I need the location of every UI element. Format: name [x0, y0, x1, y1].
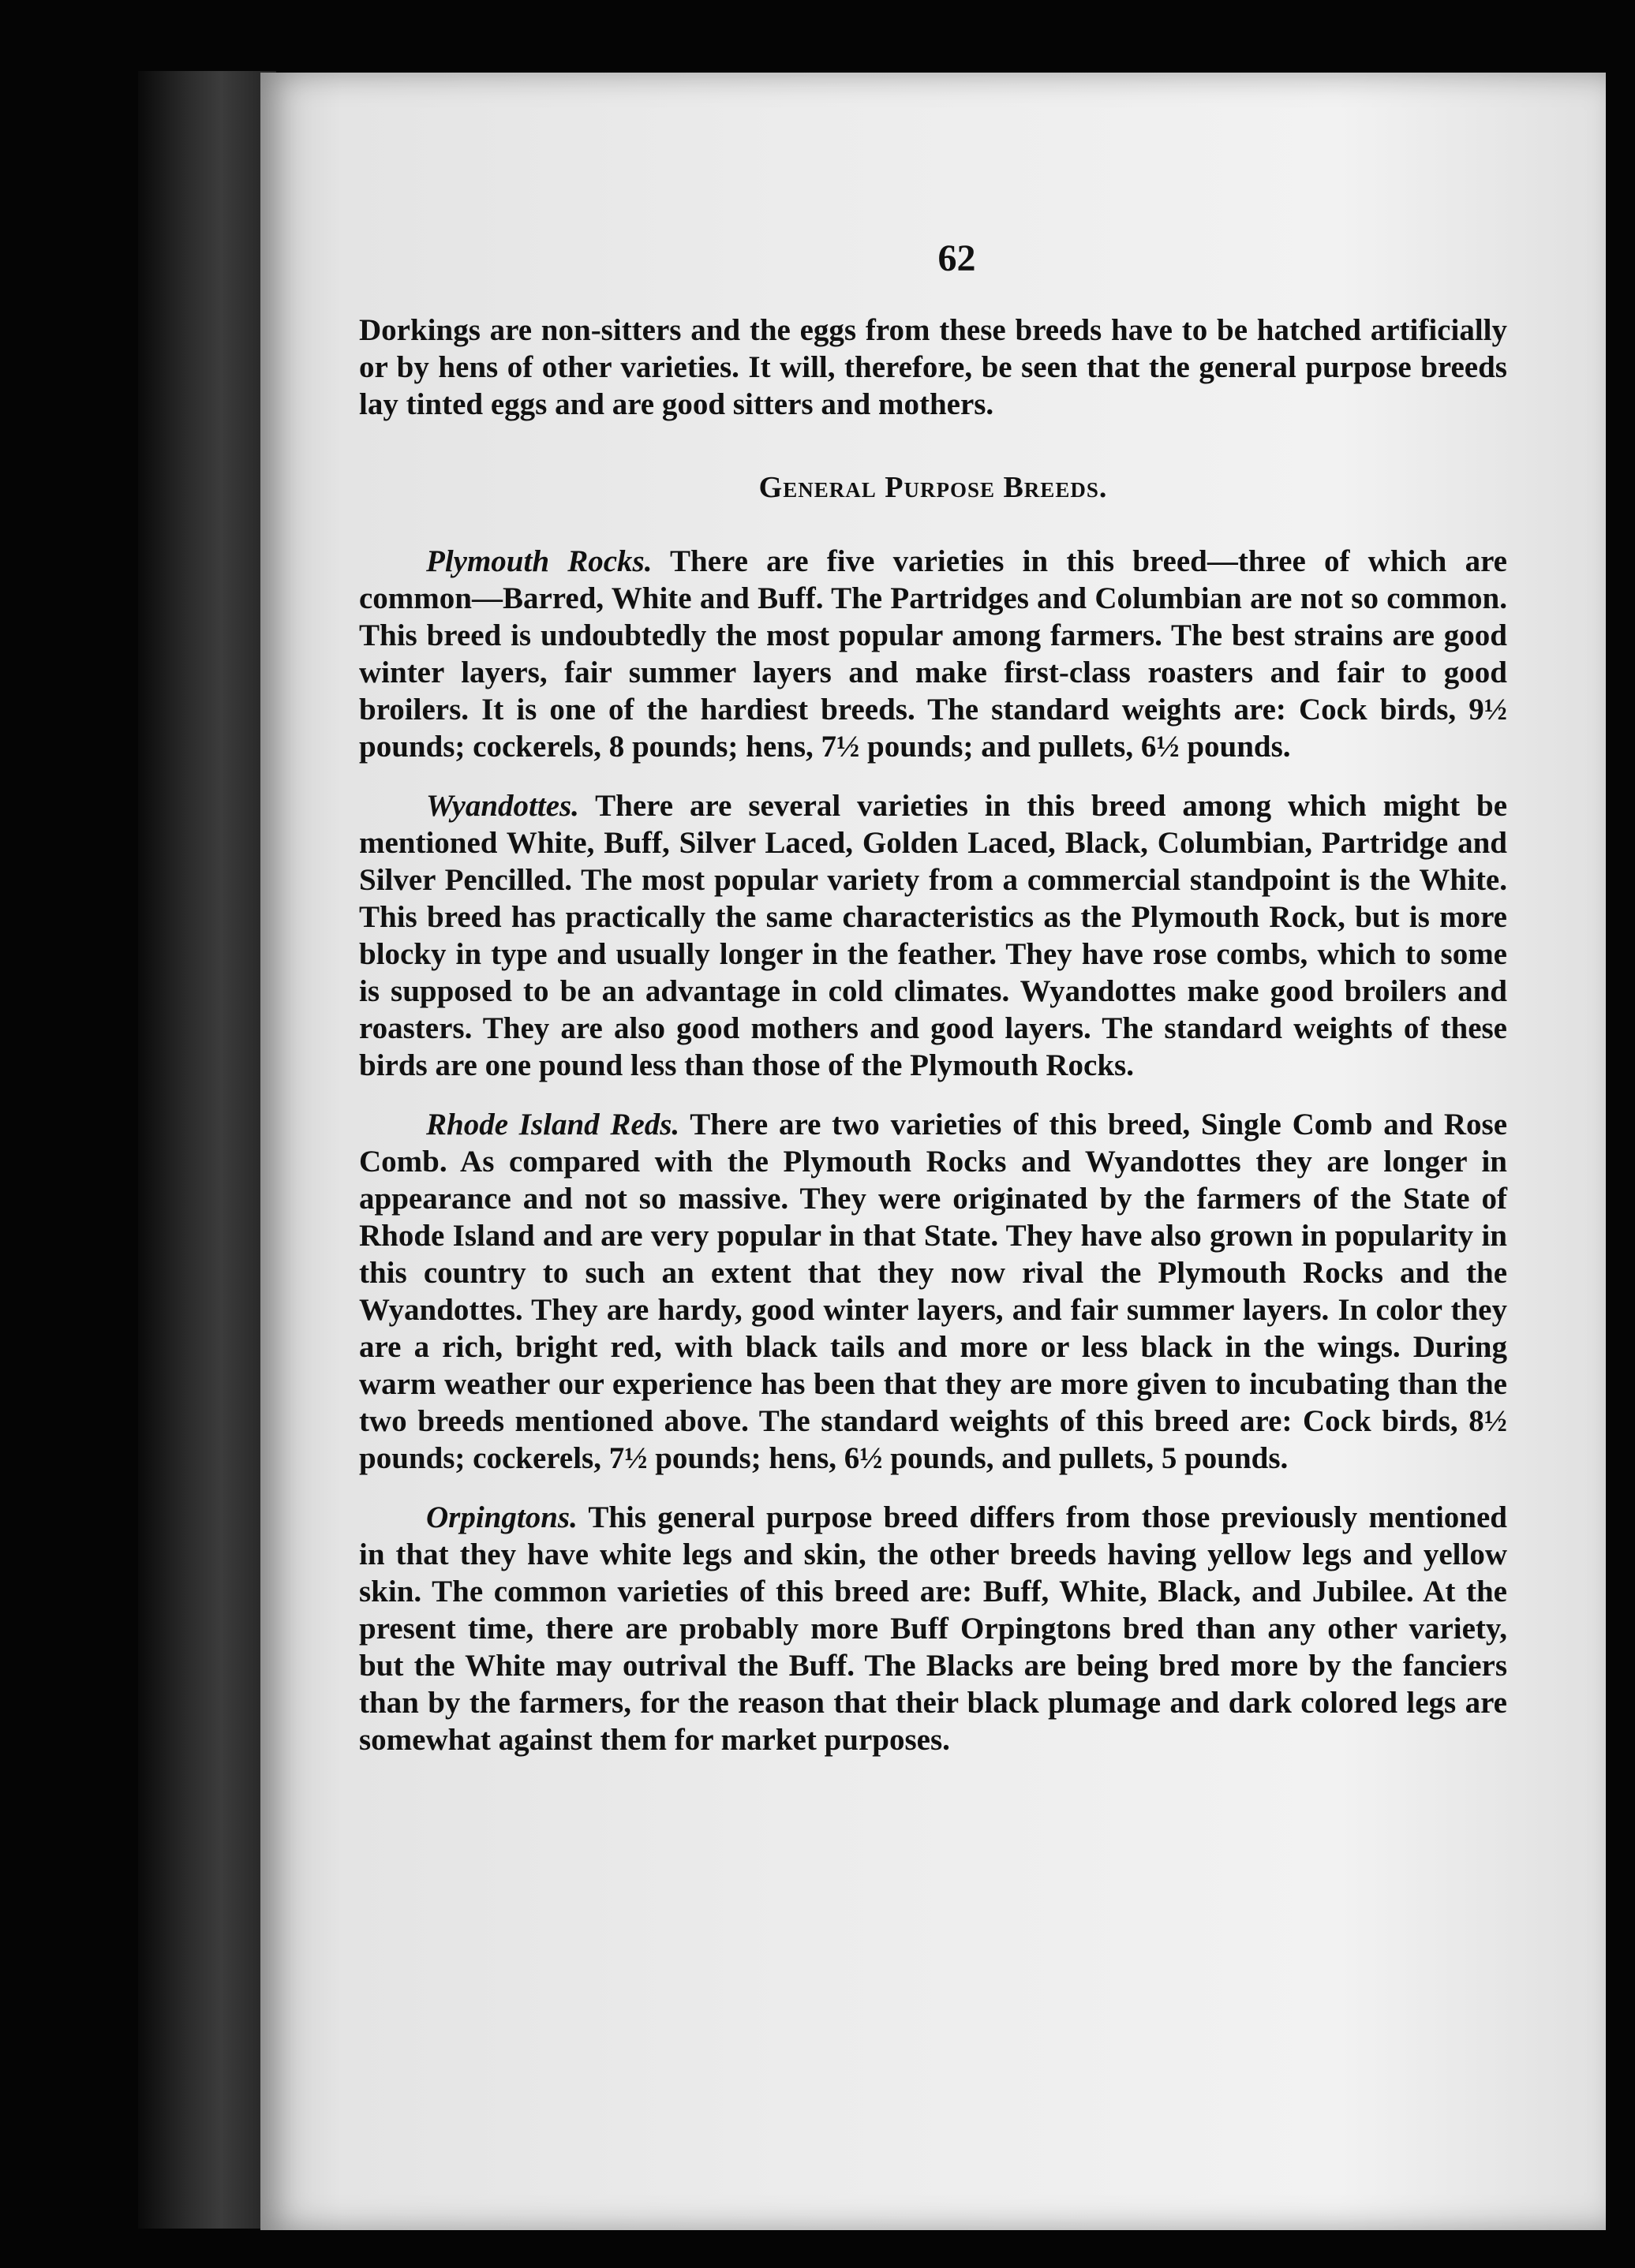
breed-name: Rhode Island Reds. — [426, 1108, 680, 1141]
page-content — [359, 237, 1507, 1780]
breed-text: There are two varieties of this breed, Single Comb and Rose Comb. As compared with the Plymouth Rocks and Wyandottes they are longer in appearance and not so massive. They were originated by the farmers of the State of Rhode Island and are very popular in that State. They have also grown in popularity in this country to such an extent that they now rival the Plymouth Rocks and the Wyandottes. They are hardy, good winter layers, and fair summer layers. In color they are a rich, bright red, with black tails and more or less black in the wings. During warm weather our experience has been that they are more given to incubating than the two breeds mentioned above. The standard weights of this breed are: Cock birds, 8½ pounds; cockerels, 7½ pounds; hens, 6½ pounds, and pullets, 5 pounds. — [359, 1108, 1507, 1475]
section-rhode-island-reds — [359, 1106, 1507, 1477]
section-orpingtons — [359, 1499, 1507, 1758]
breed-text: There are several varieties in this breed among which might be mentioned White, Buff, Silver Laced, Golden Laced, Black, Columbian, Partridge and Silver Pencilled. The most popular variety from a commercial standpoint is the White. This breed has practically the same characteristics as the Plymouth Rock, but is more blocky in type and usually longer in the feather. They have rose combs, which to some is supposed to be an advantage in cold climates. Wyandottes make good broilers and roasters. They are also good mothers and good layers. The standard weights of these birds are one pound less than those of the Plymouth Rocks. — [359, 789, 1508, 1082]
page-number: 62 — [937, 237, 976, 279]
section-wyandottes — [359, 787, 1507, 1084]
breed-name: Plymouth Rocks. — [426, 544, 653, 578]
breed-text: This general purpose breed differs from those previously mentioned in that they have white legs and skin, the other breeds having yellow legs and yellow skin. The common varieties of this breed are: Buff, White, Black, and Jubilee. At the present time, there are probably more Buff Orpingtons bred than any other variety, but the White may outrival the Buff. The Blacks are being bred more by the fanciers than by the farmers, for the reason that their black plumage and dark colored legs are somewhat against them for market purposes. — [359, 1500, 1507, 1757]
book-binding — [138, 71, 276, 2229]
section-plymouth-rocks — [359, 543, 1507, 765]
intro-paragraph: Dorkings are non-sitters and the eggs from these breeds have to be hatched artificially or by hens of other varieties. It will, therefore, be seen that the general purpose breeds lay tinted eggs and are good sitters and mothers. — [359, 313, 1507, 421]
section-heading: General Purpose Breeds. — [758, 471, 1108, 504]
breed-text: There are five varieties in this breed—three of which are common—Barred, White and Buff. The Partridges and Columbian are not so common. This breed is undoubtedly the most popular among farmers. The best strains are good winter layers, fair summer layers and make first-class roasters and fair to good broilers. It is one of the hardiest breeds. The standard weights are: Cock birds, 9½ pounds; cockerels, 8 pounds; hens, 7½ pounds; and pullets, 6½ pounds. — [359, 544, 1507, 764]
breed-name: Wyandottes. — [426, 789, 579, 823]
breed-name: Orpingtons. — [426, 1500, 578, 1534]
